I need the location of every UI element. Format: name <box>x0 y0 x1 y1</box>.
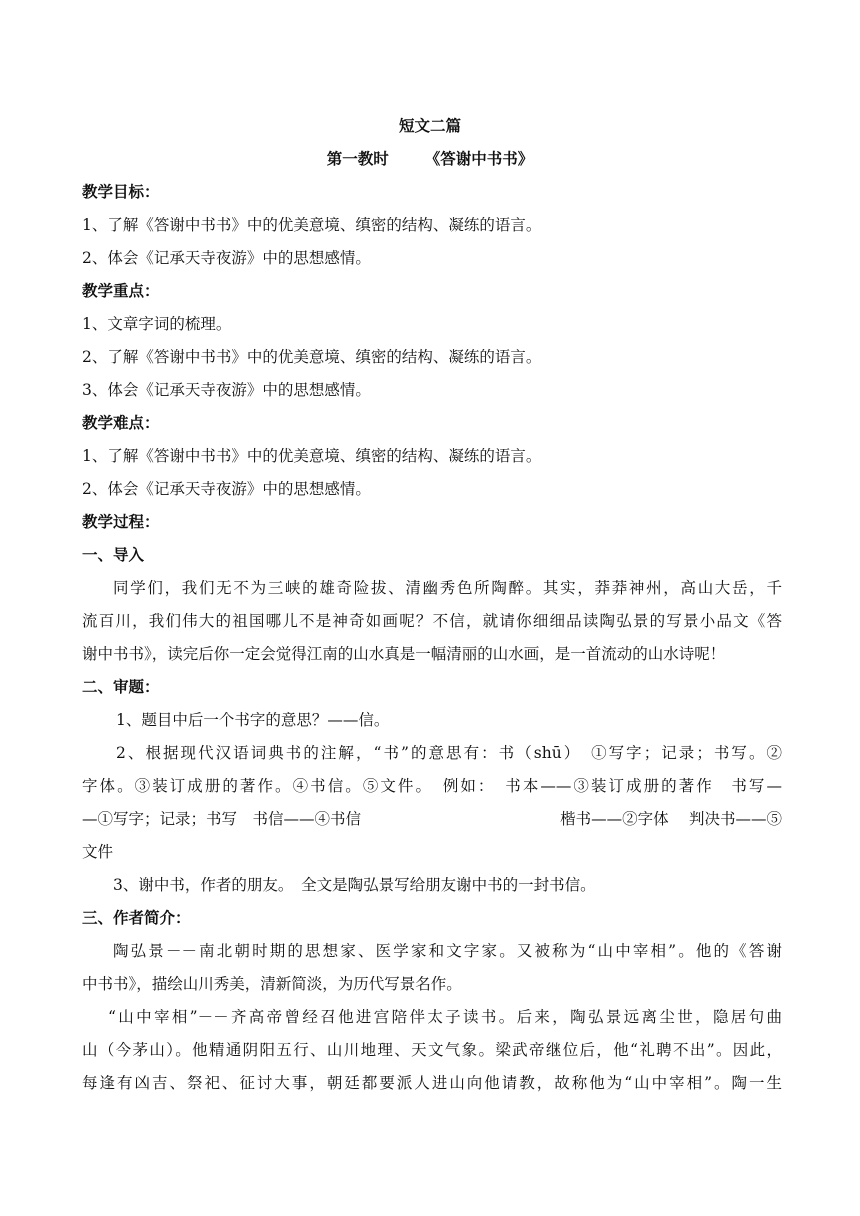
lesson-subtitle <box>0 149 860 169</box>
author-paragraph-line: 山（今茅山）。他精通阴阳五行、山川地理、天文气象。梁武帝继位后，他“礼聘不出”。因此， <box>82 1041 782 1059</box>
intro-paragraph-line: 流百川，我们伟大的祖国哪儿不是神奇如画呢？不信，就请你细细品读陶弘景的写景小品文《答 <box>82 612 782 630</box>
lesson-text-title: 《答谢中书书》 <box>424 149 534 168</box>
title-study-heading: 二、审题： <box>82 677 160 696</box>
difficulties-heading: 教学难点： <box>82 413 160 432</box>
author-paragraph-line: 中书书》，描绘山川秀美，清新简淡，为历代写景名作。 <box>82 975 462 993</box>
intro-heading: 一、导入 <box>82 545 145 564</box>
key-point-item: 2、了解《答谢中书书》中的优美意境、缜密的结构、凝练的语言。 <box>82 348 542 366</box>
difficulty-item: 2、体会《记承天寺夜游》中的思想感情。 <box>82 480 371 498</box>
title-study-line: 字体。③装订成册的著作。④书信。⑤文件。 例如： 书本——③装订成册的著作 书写— <box>82 777 782 795</box>
goals-heading: 教学目标： <box>82 182 160 201</box>
document-title: 短文二篇 <box>398 116 461 135</box>
title-study-line: —①写字；记录；书写 书信——④书信 <box>82 810 362 828</box>
title-study-line: 楷书——②字体 判决书——⑤ <box>560 810 782 828</box>
intro-paragraph-line: 同学们，我们无不为三峡的雄奇险拔、清幽秀色所陶醉。其实，莽莽神州，高山大岳，千 <box>113 579 782 597</box>
title-study-line: 文件 <box>82 843 114 861</box>
title-study-item: 1、题目中后一个书字的意思？——信。 <box>116 711 390 729</box>
author-paragraph-line: 陶弘景－－南北朝时期的思想家、医学家和文字家。又被称为“山中宰相”。他的《答谢 <box>113 942 782 960</box>
process-heading: 教学过程： <box>82 512 160 531</box>
key-point-item: 3、体会《记承天寺夜游》中的思想感情。 <box>82 381 371 399</box>
author-paragraph-line: 每逢有凶吉、祭祀、征讨大事，朝廷都要派人进山向他请教，故称他为“山中宰相”。陶一生 <box>82 1074 782 1092</box>
author-heading: 三、作者简介： <box>82 908 191 927</box>
difficulty-item: 1、了解《答谢中书书》中的优美意境、缜密的结构、凝练的语言。 <box>82 447 542 465</box>
key-point-item: 1、文章字词的梳理。 <box>82 315 232 333</box>
lesson-period: 第一教时 <box>326 149 389 168</box>
title-study-item: 3、谢中书，作者的朋友。 全文是陶弘景写给朋友谢中书的一封书信。 <box>113 876 596 894</box>
title-study-line: 2、根据现代汉语词典书的注解，“书”的意思有：书（shū） ①写字；记录；书写。② <box>116 744 782 762</box>
goal-item: 1、了解《答谢中书书》中的优美意境、缜密的结构、凝练的语言。 <box>82 216 542 234</box>
key-points-heading: 教学重点： <box>82 281 160 300</box>
goal-item: 2、体会《记承天寺夜游》中的思想感情。 <box>82 249 371 267</box>
author-paragraph-line: “山中宰相”－－齐高帝曾经召他进宫陪伴太子读书。后来，陶弘景远离尘世，隐居句曲 <box>108 1008 782 1026</box>
intro-paragraph-line: 谢中书书》，读完后你一定会觉得江南的山水真是一幅清丽的山水画，是一首流动的山水诗呢！ <box>82 645 726 663</box>
